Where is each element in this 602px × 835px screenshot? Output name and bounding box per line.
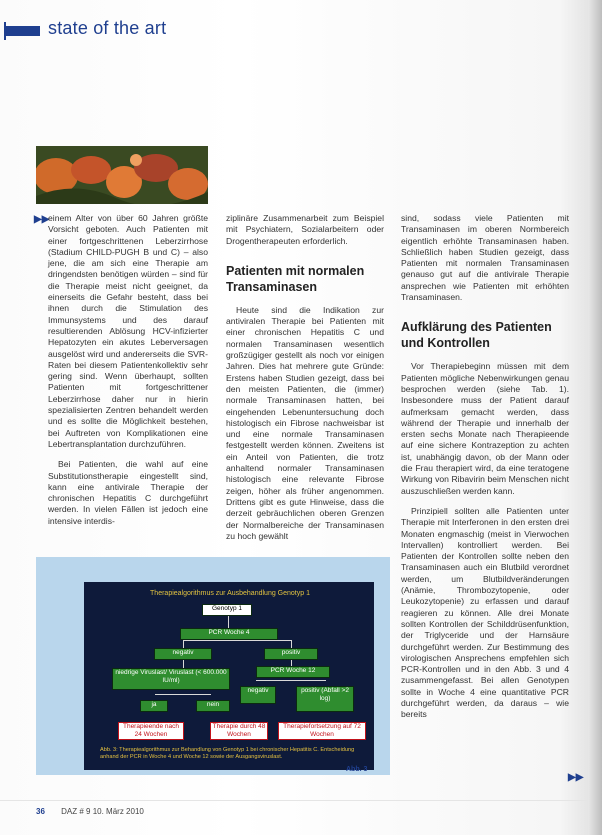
figure-caption: Abb. 3: Therapiealgorithmus zur Behandlung von Genotyp 1 bei chronischer Hepatitis C. Entscheidung anhand der PCR in Woche 4 und Woche 12 sowie der Ausgangsviruslast. — [100, 747, 355, 760]
next-page-arrow-icon: ▶▶ — [568, 772, 584, 783]
figure-title: Therapiealgorithmus zur Ausbehandlung Genotyp 1 — [150, 590, 310, 597]
col1-paragraph-2: Bei Patienten, die wahl auf eine Substitutionstherapie eingestellt sind, kann eine antivirale Therapie der chronischen Hepatitis C durchgeführt werden. In vielen Fällen ist jedoch eine intensive interdis- — [48, 459, 208, 526]
node-positive-week12: positiv (Abfall >2 log) — [296, 686, 354, 712]
node-yes: ja — [140, 700, 168, 712]
section-title: state of the art — [48, 18, 167, 38]
header-photo — [36, 146, 208, 204]
col2-paragraph-2: Heute sind die Indikation zur antiviralen Therapie bei Patienten mit einer chronischen Hepatitis C und normalen Transaminasen wesentlich großzügiger gestellt als noch vor einigen Jahren. Dies hat mehrere gute Gründe: Erstens haben Studien gezeigt, dass bei den meisten Patienten, die (immer) normale Transaminasen hatten, bei eingehenden Lebenuntersuchung doch histologisch ein Fibrose nachweisbar ist und eine normale Transaminasen festgestellt werden können. Zweitens ist ein Anteil von Patienten, die trotz anhaltend normaler Transaminasen histologisch eine relevante Fibrose zeigen, höher als früher angenommen. Drittens gibt es gute Hinweise, dass die derzeit gebräuchlichen oberen Grenzen der Normalbereiche der Transaminasen zu hoch gewählt — [226, 304, 384, 541]
page-number: 36 — [36, 807, 45, 816]
flow-connector — [291, 640, 292, 648]
flow-connector — [183, 660, 184, 668]
flow-connector — [155, 694, 211, 695]
column-1 — [48, 213, 208, 536]
footer-divider — [0, 800, 588, 801]
figure-label: Abb. 3 — [346, 766, 368, 773]
col3-heading: Aufklärung des Patienten und Kontrollen — [401, 320, 552, 351]
node-therapy-24-weeks: Therapieende nach 24 Wochen — [118, 722, 184, 740]
flow-connector — [183, 640, 184, 648]
node-negative-week12: negativ — [240, 686, 276, 704]
col2-heading: Patienten mit normalen Transaminasen — [226, 263, 365, 294]
page-edge-shadow — [588, 0, 602, 835]
node-pcr-week4: PCR Woche 4 — [180, 628, 278, 640]
col3-paragraph-2: Vor Therapiebeginn müssen mit dem Patienten mögliche Nebenwirkungen genau besprochen werden (siehe Tab. 1). Insbesondere muss der Patient darauf aufmerksam gemacht werden, dass während der Therapie und innerhalb der ersten sechs Monate nach Therapieende auf eine sichere Kontrazeption zu achten ist, unabhängig davon, ob der Mann oder die Frau therapiert wird, da eine teratogene Wirkung von Ribavirin beim Menschen nicht auszuschließen werden kann. — [401, 361, 569, 496]
flow-connector — [228, 616, 229, 628]
node-positive-week4: positiv — [264, 648, 318, 660]
node-genotype: Genotyp 1 — [202, 604, 252, 616]
journal-issue: DAZ # 9 10. März 2010 — [61, 807, 144, 816]
header-color-bar — [6, 26, 40, 36]
page-footer — [36, 807, 144, 816]
node-therapy-48-weeks: Therapie durch 48 Wochen — [210, 722, 268, 740]
node-negative-week4: negativ — [154, 648, 212, 660]
column-2 — [226, 213, 384, 551]
col3-paragraph-1: sind, sodass viele Patienten mit Transaminasen im oberen Normbereich eigentlich erhöhte Transaminasen haben. Schließlich haben Studien gezeigt, dass Patienten mit normalen Transaminasen genauso gut auf die antivirale Therapie ansprechen wie Patienten mit erhöhten Transaminasen. — [401, 213, 569, 303]
col1-paragraph-1: einem Alter von über 60 Jahren größte Vorsicht geboten. Auch Patienten mit einer fortgeschrittenen Leberzirrhose (Stadium CHILD-PUGH B und C) – also jene, die am sich eine Therapie am dringendsten benötigen würden – sind für die Therapie meist nicht geeignet, da einerseits die Gefahr besteht, dass bei ihnen durch die Stimulation des Immunsystems und des darauf resultierenden Ablösung HCV-infizierter Hepatozyten ein akutes Leberversagen ausgelöst wird und andererseits die SVR-Raten bei diesem Patientenkollektiv sehr gering sind. Wenn überhaupt, sollten Patienten mit fortgeschrittener Leberzirrhose daher nur in hierin spezialisierten Zentren behandelt werden und es sollte die Möglichkeit bestehen, bei Auftreten von Komplikationen eine Lebertransplantation durchzuführen. — [48, 213, 208, 449]
flow-connector — [183, 640, 291, 641]
col3-paragraph-3: Prinzipiell sollten alle Patienten unter Therapie mit Interferonen in den ersten drei Monaten engmaschig (meist in Vierwochen Intervallen) kontrolliert werden. Bei Patienten der Kontrollen sollte neben den Transaminasen auch ein Blutbild verordnet werden, um Blutbildveränderungen (Anämie, Thrombozytopenie, oder Leukozytopenie) zu erfassen und darauf reagieren zu können. Alle drei Monate sollten Kontrollen der Schilddrüsenfunktion, der Triglyceride und der Harnsäure durchgeführt werden. Zur Bestimmung des virologischen Ansprechens empfehlen sich PCR-Kontrollen und in den Abb. 3 und 4 zusammengefasst. Bei allen Genotypen sollte in Woche 4 eine quantitative PCR durchgeführt werden, da daraus – wie bereits — [401, 505, 569, 720]
col2-paragraph-1: ziplinäre Zusammenarbeit zum Beispiel mit Psychiatern, Sozialarbeitern oder Drogentherapeuten erforderlich. — [226, 213, 384, 246]
column-3 — [401, 213, 569, 730]
node-low-viremia: niedrige Viruslast/ Viruslast (< 600.000 IU/ml) — [112, 668, 230, 690]
continue-arrow-icon: ▶▶ — [34, 214, 50, 225]
node-no: nein — [196, 700, 230, 712]
node-pcr-week12: PCR Woche 12 — [256, 666, 330, 678]
node-therapy-72-weeks: Therapiefortsetzung auf 72 Wochen — [278, 722, 366, 740]
flow-connector — [256, 680, 326, 681]
